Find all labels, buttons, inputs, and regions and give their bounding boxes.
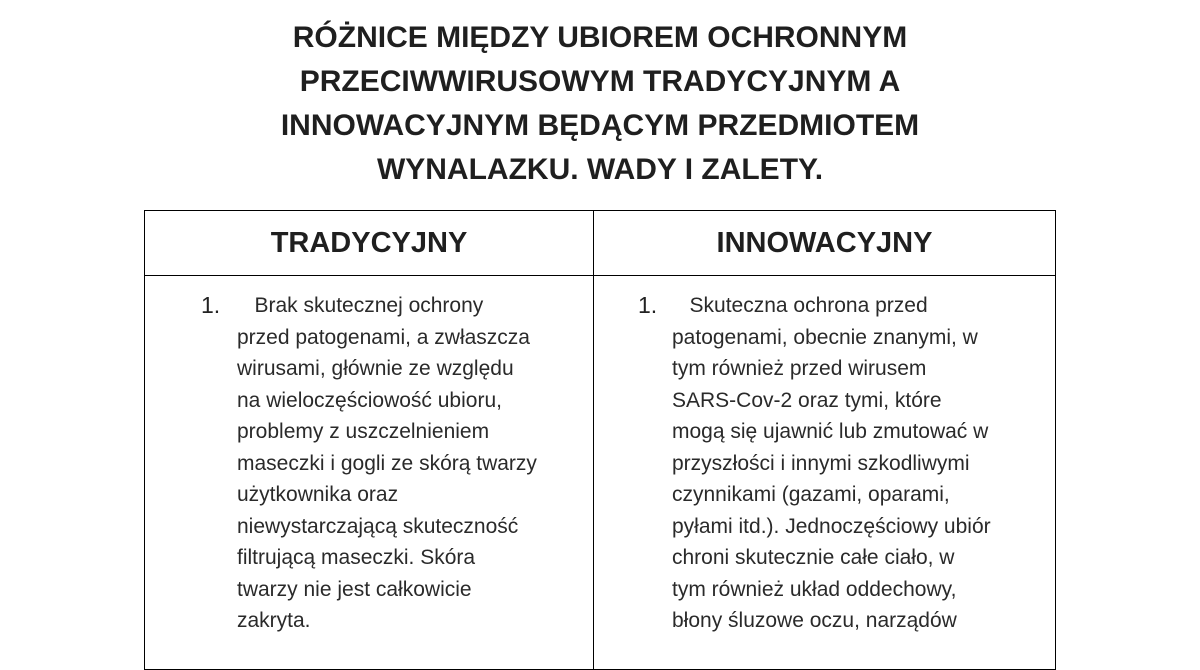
- text-line: filtrującą maseczki. Skóra: [237, 546, 476, 569]
- title-line: WYNALAZKU. WADY I ZALETY.: [376, 153, 824, 186]
- list-number: 1.: [638, 292, 658, 318]
- traditional-paragraph: [237, 290, 537, 637]
- document-title: [200, 16, 1000, 192]
- text-line: mogą się ujawnić lub zmutować w: [672, 420, 989, 443]
- text-line: Brak skutecznej ochrony: [237, 294, 484, 317]
- text-line: przed patogenami, a zwłaszcza: [237, 325, 530, 349]
- text-line: patogenami, obecnie znanymi, w: [672, 325, 978, 349]
- title-line: PRZECIWWIRUSOWYM TRADYCYJNYM A: [299, 65, 901, 98]
- text-line: Skuteczna ochrona przed: [672, 294, 928, 317]
- header-traditional: TRADYCYJNY: [145, 211, 594, 276]
- text-line: niewystarczającą skuteczność: [237, 514, 519, 538]
- innovative-cell: [594, 276, 1056, 670]
- text-line: pyłami itd.). Jednoczęściowy ubiór: [672, 514, 991, 538]
- text-line: na wieloczęściowość ubioru,: [237, 388, 502, 412]
- table-header-row: [145, 211, 1056, 276]
- innovative-paragraph: [672, 290, 991, 637]
- table-row: [145, 276, 1056, 670]
- title-line: INNOWACYJNYM BĘDĄCYM PRZEDMIOTEM: [280, 109, 920, 142]
- text-line: tym również przed wirusem: [672, 357, 927, 380]
- text-line: błony śluzowe oczu, narządów: [672, 609, 957, 632]
- title-line: RÓŻNICE MIĘDZY UBIOREM OCHRONNYM: [292, 21, 908, 54]
- list-number: 1.: [201, 292, 221, 318]
- text-line: twarzy nie jest całkowicie: [237, 577, 472, 601]
- text-line: chroni skutecznie całe ciało, w: [672, 546, 955, 569]
- traditional-list-item: [145, 276, 593, 656]
- text-line: czynnikami (gazami, oparami,: [672, 483, 950, 506]
- comparison-table: [144, 210, 1056, 670]
- text-line: problemy z uszczelnieniem: [237, 420, 490, 443]
- header-innovative: INNOWACYJNY: [594, 211, 1056, 276]
- traditional-cell: [145, 276, 594, 670]
- innovative-list-item: [594, 276, 1055, 656]
- text-line: przyszłości i innymi szkodliwymi: [672, 451, 970, 475]
- text-line: SARS-Cov-2 oraz tymi, które: [672, 388, 942, 412]
- text-line: użytkownika oraz: [237, 483, 399, 506]
- text-line: wirusami, głównie ze względu: [237, 357, 514, 380]
- text-line: zakryta.: [237, 609, 311, 632]
- text-line: maseczki i gogli ze skórą twarzy: [237, 451, 537, 475]
- text-line: tym również układ oddechowy,: [672, 577, 957, 601]
